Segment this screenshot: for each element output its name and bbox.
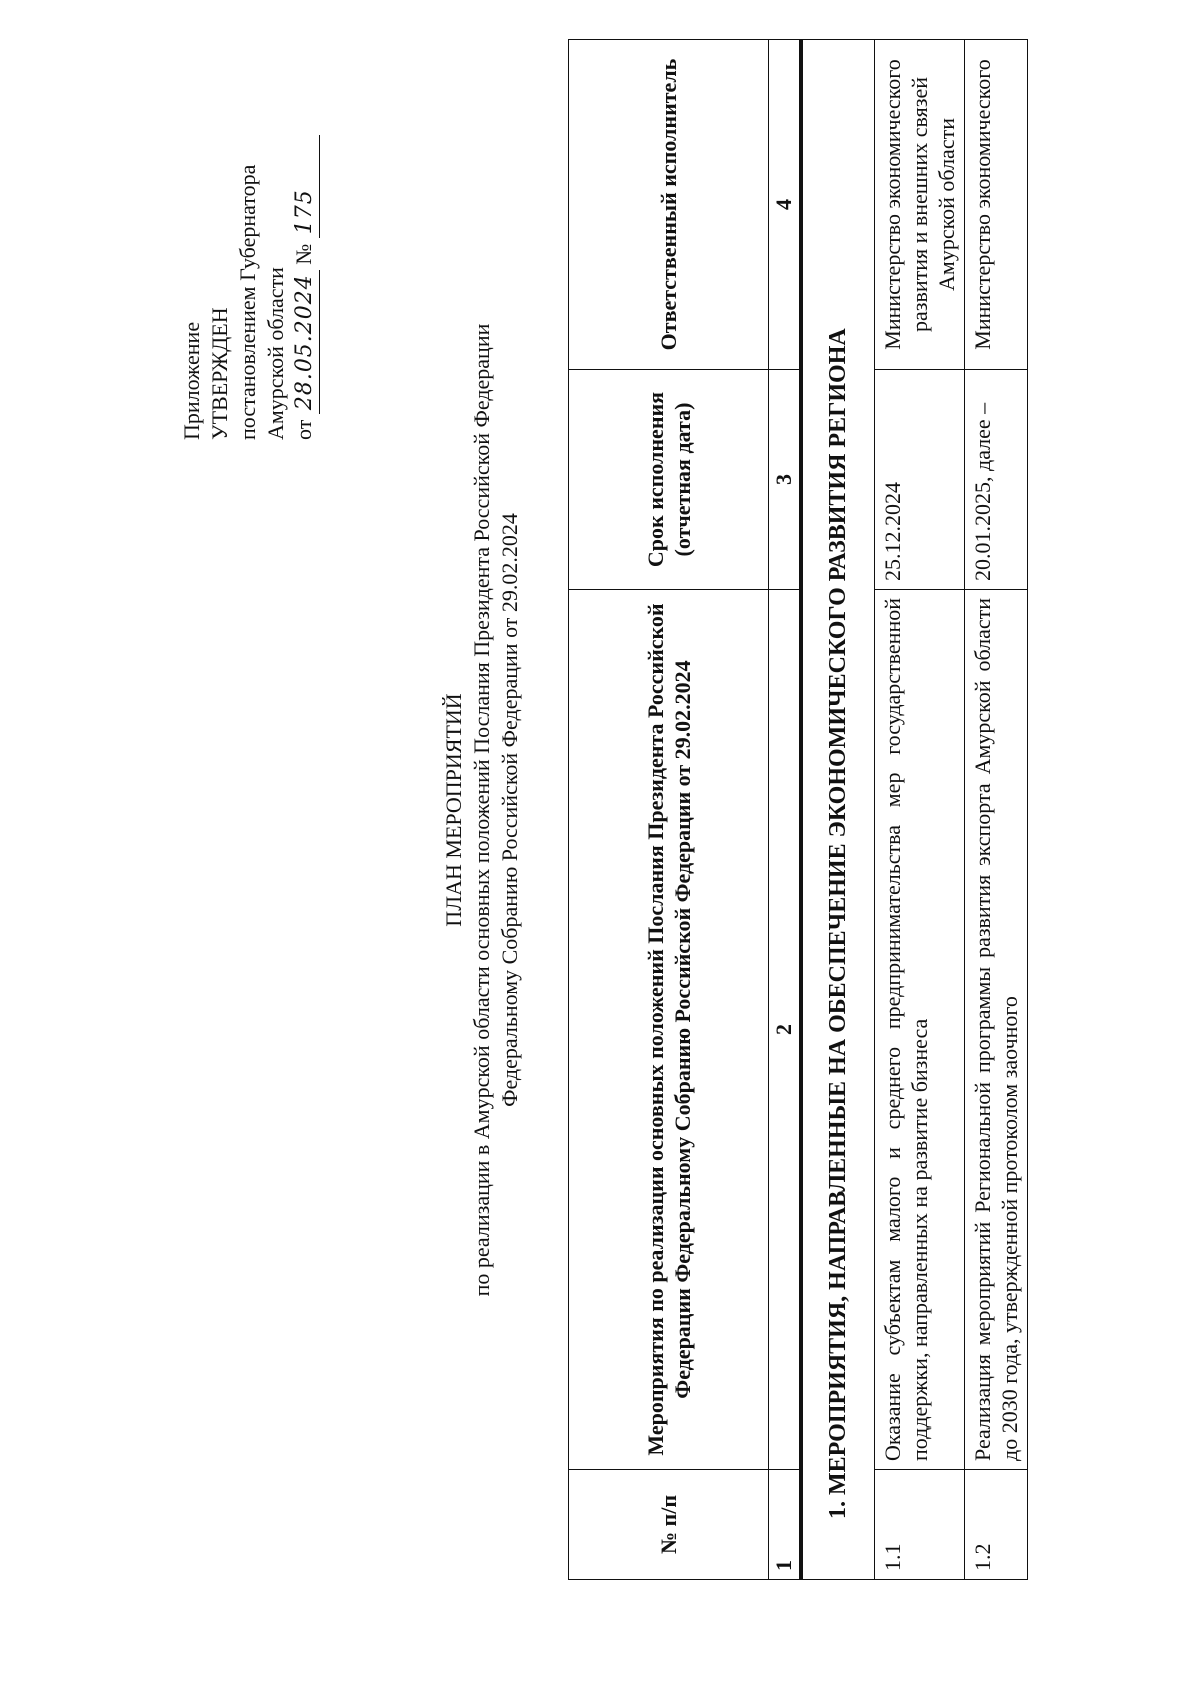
row-number-text: 1.2 bbox=[970, 1543, 995, 1571]
row-deadline-text: 20.01.2025, далее – bbox=[970, 402, 995, 581]
column-number-4: 4 bbox=[769, 40, 802, 370]
column-number-row bbox=[769, 40, 802, 1580]
approval-block bbox=[178, 120, 320, 440]
document-heading: ПЛАН МЕРОПРИЯТИЙ bbox=[441, 693, 466, 927]
table-row bbox=[965, 40, 1028, 1580]
header-responsible: Ответственный исполнитель bbox=[569, 40, 769, 370]
row-number: 1.1 bbox=[875, 1470, 965, 1580]
table-row bbox=[875, 40, 965, 1580]
row-responsible-text: Министерство экономического bbox=[970, 59, 995, 350]
table-header-row bbox=[569, 40, 769, 1580]
row-deadline: 25.12.2024 bbox=[875, 370, 965, 590]
row-responsible: Министерство экономического развития и внешних связей Амурской области bbox=[875, 40, 965, 370]
section-row bbox=[801, 40, 875, 1580]
approval-line-decree: постановлением Губернатора bbox=[235, 164, 260, 440]
approval-line-approved: УТВЕРЖДЕН bbox=[207, 307, 232, 440]
row-number bbox=[965, 1470, 1028, 1580]
header-measures: Мероприятия по реализации основных положений Послания Президента Российской Федерации Федеральному Собранию Российской Федерации от 29.02.2024 bbox=[569, 590, 769, 1470]
column-number-1: 1 bbox=[769, 1470, 802, 1580]
header-number: № п/п bbox=[569, 1470, 769, 1580]
row-measure-text bbox=[965, 590, 1028, 1470]
document-subtitle-line-2: Федеральному Собранию Российской Федерации от 29.02.2024 bbox=[497, 513, 522, 1107]
section-title: 1. МЕРОПРИЯТИЯ, НАПРАВЛЕННЫЕ НА ОБЕСПЕЧЕНИЕ ЭКОНОМИЧЕСКОГО РАЗВИТИЯ РЕГИОНА bbox=[801, 40, 875, 1580]
approval-date-prefix: от bbox=[291, 419, 316, 440]
row-measure-text: Оказание субъектам малого и среднего предпринимательства мер государственной поддержки, направленных на развитие бизнеса bbox=[875, 590, 965, 1470]
approval-number-label: № bbox=[291, 243, 316, 265]
column-number-2: 2 bbox=[769, 590, 802, 1470]
plan-table bbox=[568, 39, 1028, 1580]
column-number-3: 3 bbox=[769, 370, 802, 590]
approval-date-line bbox=[290, 120, 320, 440]
row-responsible bbox=[965, 40, 1028, 370]
approval-date-handwritten: 28.05.2024 bbox=[291, 270, 320, 414]
row-measure-text-content: Реализация мероприятий Региональной программы развития экспорта Амурской области до 2030 года, утвержденной протоколом заочного bbox=[970, 598, 1022, 1461]
header-deadline: Срок исполнения (отчетная дата) bbox=[569, 370, 769, 590]
document-title-block bbox=[440, 110, 524, 1510]
document-subtitle-line-1: по реализации в Амурской области основных положений Послания Президента Российской Федерации bbox=[469, 323, 494, 1297]
approval-line-appendix: Приложение bbox=[179, 321, 204, 440]
approval-number-handwritten: 175 bbox=[291, 135, 320, 238]
approval-line-region: Амурской области bbox=[263, 267, 288, 440]
row-deadline bbox=[965, 370, 1028, 590]
